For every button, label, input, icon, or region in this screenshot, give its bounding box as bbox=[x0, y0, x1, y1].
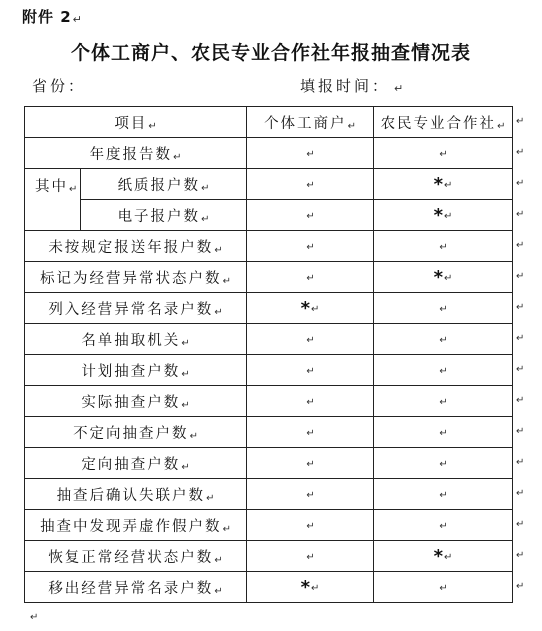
table-row bbox=[25, 479, 513, 510]
cell-individual bbox=[247, 138, 374, 169]
row-label-cell: 实际抽查户数↵ bbox=[25, 386, 247, 417]
paragraph-mark-icon: ↵ bbox=[444, 272, 453, 284]
paragraph-mark-icon: ↵ bbox=[201, 213, 210, 225]
cell-value: * bbox=[300, 576, 311, 598]
cell-cooperative bbox=[374, 262, 513, 293]
row-label-cell: 移出经营异常名录户数↵ bbox=[25, 572, 247, 603]
cell-individual bbox=[247, 293, 374, 324]
cell-cooperative bbox=[374, 386, 513, 417]
row-label-cell: 列入经营异常名录户数↵ bbox=[25, 293, 247, 324]
paragraph-mark-icon: ↵ bbox=[439, 396, 448, 408]
cell-individual bbox=[247, 262, 374, 293]
province-field bbox=[32, 75, 86, 96]
table-header-row bbox=[25, 107, 513, 138]
cell-individual bbox=[247, 324, 374, 355]
row-label-cell: 未按规定报送年报户数↵ bbox=[25, 231, 247, 262]
paragraph-mark-icon: ↵ bbox=[72, 13, 82, 26]
header-individual: 个体工商户↵ bbox=[247, 107, 374, 138]
paragraph-mark-icon: ↵ bbox=[497, 120, 506, 132]
row-label-cell: 不定向抽查户数↵ bbox=[25, 417, 247, 448]
paragraph-mark-icon: ↵ bbox=[189, 430, 198, 442]
paragraph-mark-icon: ↵ bbox=[214, 244, 223, 256]
row-label-cell: 电子报户数↵ bbox=[81, 200, 247, 231]
table-row bbox=[25, 572, 513, 603]
paragraph-mark-icon: ↵ bbox=[439, 582, 448, 594]
cell-value: * bbox=[433, 266, 444, 288]
paragraph-mark-icon: ↵ bbox=[347, 120, 356, 132]
paragraph-mark-icon: ↵ bbox=[516, 518, 525, 530]
paragraph-mark-icon: ↵ bbox=[306, 179, 315, 191]
cell-cooperative bbox=[374, 572, 513, 603]
cell-individual bbox=[247, 479, 374, 510]
row-label-cell: 标记为经营异常状态户数↵ bbox=[25, 262, 247, 293]
paragraph-mark-icon: ↵ bbox=[516, 177, 525, 189]
paragraph-mark-icon: ↵ bbox=[306, 551, 315, 563]
paragraph-mark-icon: ↵ bbox=[222, 523, 231, 535]
paragraph-mark-icon: ↵ bbox=[222, 275, 231, 287]
fill-time-label: 填报时间： bbox=[300, 77, 391, 95]
table-row bbox=[25, 169, 513, 200]
table-row bbox=[25, 293, 513, 324]
row-label-cell: 抽查中发现弄虚作假户数↵ bbox=[25, 510, 247, 541]
paragraph-mark-icon: ↵ bbox=[306, 489, 315, 501]
cell-individual bbox=[247, 417, 374, 448]
paragraph-mark-icon: ↵ bbox=[516, 239, 525, 251]
cell-value: * bbox=[433, 173, 444, 195]
paragraph-mark-icon: ↵ bbox=[306, 241, 315, 253]
row-label-cell: 定向抽查户数↵ bbox=[25, 448, 247, 479]
fill-time-field bbox=[300, 75, 403, 96]
cell-cooperative bbox=[374, 169, 513, 200]
table-row bbox=[25, 200, 513, 231]
paragraph-mark-icon: ↵ bbox=[444, 210, 453, 222]
table-row bbox=[25, 541, 513, 572]
paragraph-mark-icon: ↵ bbox=[69, 184, 78, 195]
paragraph-mark-icon: ↵ bbox=[173, 151, 182, 163]
cell-individual bbox=[247, 355, 374, 386]
paragraph-mark-icon: ↵ bbox=[214, 585, 223, 597]
cell-individual bbox=[247, 510, 374, 541]
paragraph-mark-icon: ↵ bbox=[516, 456, 525, 468]
paragraph-mark-icon: ↵ bbox=[516, 146, 525, 158]
header-cooperative: 农民专业合作社↵ bbox=[374, 107, 513, 138]
paragraph-mark-icon: ↵ bbox=[439, 427, 448, 439]
province-label: 省份： bbox=[32, 77, 87, 95]
paragraph-mark-icon: ↵ bbox=[181, 461, 190, 473]
paragraph-mark-icon: ↵ bbox=[516, 549, 525, 561]
row-label-cell: 抽查后确认失联户数↵ bbox=[25, 479, 247, 510]
attachment-label bbox=[22, 6, 82, 27]
table-row bbox=[25, 231, 513, 262]
table-row bbox=[25, 510, 513, 541]
table-row bbox=[25, 324, 513, 355]
paragraph-mark-icon: ↵ bbox=[306, 458, 315, 470]
paragraph-mark-icon: ↵ bbox=[516, 332, 525, 344]
paragraph-mark-icon: ↵ bbox=[148, 120, 157, 132]
cell-cooperative bbox=[374, 324, 513, 355]
paragraph-mark-icon: ↵ bbox=[516, 425, 525, 437]
table-row bbox=[25, 138, 513, 169]
paragraph-mark-icon: ↵ bbox=[516, 580, 525, 592]
cell-individual bbox=[247, 541, 374, 572]
paragraph-mark-icon: ↵ bbox=[439, 458, 448, 470]
paragraph-mark-icon: ↵ bbox=[516, 394, 525, 406]
cell-individual bbox=[247, 231, 374, 262]
cell-cooperative bbox=[374, 231, 513, 262]
table-row bbox=[25, 355, 513, 386]
cell-cooperative bbox=[374, 293, 513, 324]
paragraph-mark-icon: ↵ bbox=[439, 148, 448, 160]
paragraph-mark-icon: ↵ bbox=[214, 554, 223, 566]
cell-value: * bbox=[300, 297, 311, 319]
attachment-text: 附件 2 bbox=[22, 8, 72, 26]
paragraph-mark-icon: ↵ bbox=[181, 368, 190, 380]
paragraph-mark-icon: ↵ bbox=[516, 363, 525, 375]
row-label-cell: 计划抽查户数↵ bbox=[25, 355, 247, 386]
paragraph-mark-icon: ↵ bbox=[439, 365, 448, 377]
row-label-cell: 恢复正常经营状态户数↵ bbox=[25, 541, 247, 572]
paragraph-mark-icon: ↵ bbox=[306, 210, 315, 222]
paragraph-mark-icon: ↵ bbox=[516, 487, 525, 499]
cell-cooperative bbox=[374, 479, 513, 510]
cell-cooperative bbox=[374, 417, 513, 448]
paragraph-mark-icon: ↵ bbox=[439, 241, 448, 253]
paragraph-mark-icon: ↵ bbox=[306, 148, 315, 160]
paragraph-mark-icon: ↵ bbox=[516, 115, 525, 127]
cell-cooperative bbox=[374, 355, 513, 386]
paragraph-mark-icon: ↵ bbox=[444, 179, 453, 191]
cell-value: * bbox=[433, 545, 444, 567]
cell-cooperative bbox=[374, 138, 513, 169]
cell-individual bbox=[247, 169, 374, 200]
cell-value: * bbox=[433, 204, 444, 226]
paragraph-mark-icon: ↵ bbox=[516, 270, 525, 282]
paragraph-mark-icon: ↵ bbox=[516, 301, 525, 313]
table-row bbox=[25, 262, 513, 293]
cell-individual bbox=[247, 200, 374, 231]
paragraph-mark-icon: ↵ bbox=[306, 396, 315, 408]
paragraph-mark-icon: ↵ bbox=[306, 272, 315, 284]
paragraph-mark-icon: ↵ bbox=[439, 303, 448, 315]
paragraph-mark-icon: ↵ bbox=[306, 427, 315, 439]
paragraph-mark-icon: ↵ bbox=[439, 520, 448, 532]
table-row bbox=[25, 417, 513, 448]
cell-cooperative bbox=[374, 448, 513, 479]
paragraph-mark-icon: ↵ bbox=[394, 82, 404, 95]
cell-cooperative bbox=[374, 200, 513, 231]
cell-individual bbox=[247, 448, 374, 479]
paragraph-mark-icon: ↵ bbox=[516, 208, 525, 220]
report-table-body bbox=[25, 107, 513, 603]
group-label-cell: 其中↵ bbox=[25, 169, 81, 231]
row-label-cell: 年度报告数↵ bbox=[25, 138, 247, 169]
paragraph-mark-icon: ↵ bbox=[439, 489, 448, 501]
paragraph-mark-icon: ↵ bbox=[30, 612, 39, 623]
cell-individual bbox=[247, 386, 374, 417]
row-label-cell: 名单抽取机关↵ bbox=[25, 324, 247, 355]
cell-cooperative bbox=[374, 510, 513, 541]
table-row bbox=[25, 448, 513, 479]
paragraph-mark-icon: ↵ bbox=[306, 365, 315, 377]
paragraph-mark-icon: ↵ bbox=[181, 399, 190, 411]
paragraph-mark-icon: ↵ bbox=[444, 551, 453, 563]
paragraph-mark-icon: ↵ bbox=[311, 303, 320, 315]
paragraph-mark-icon: ↵ bbox=[181, 337, 190, 349]
paragraph-mark-icon: ↵ bbox=[201, 182, 210, 194]
header-item: 项目↵ bbox=[25, 107, 247, 138]
paragraph-mark-icon: ↵ bbox=[306, 520, 315, 532]
paragraph-mark-icon: ↵ bbox=[311, 582, 320, 594]
paragraph-mark-icon: ↵ bbox=[206, 492, 215, 504]
paragraph-mark-icon: ↵ bbox=[439, 334, 448, 346]
row-label-cell: 纸质报户数↵ bbox=[81, 169, 247, 200]
table-row bbox=[25, 386, 513, 417]
cell-individual bbox=[247, 572, 374, 603]
paragraph-mark-icon: ↵ bbox=[306, 334, 315, 346]
paragraph-mark-icon: ↵ bbox=[214, 306, 223, 318]
cell-cooperative bbox=[374, 541, 513, 572]
report-table bbox=[24, 106, 513, 603]
document-title: 个体工商户、农民专业合作社年报抽查情况表 bbox=[70, 42, 471, 64]
